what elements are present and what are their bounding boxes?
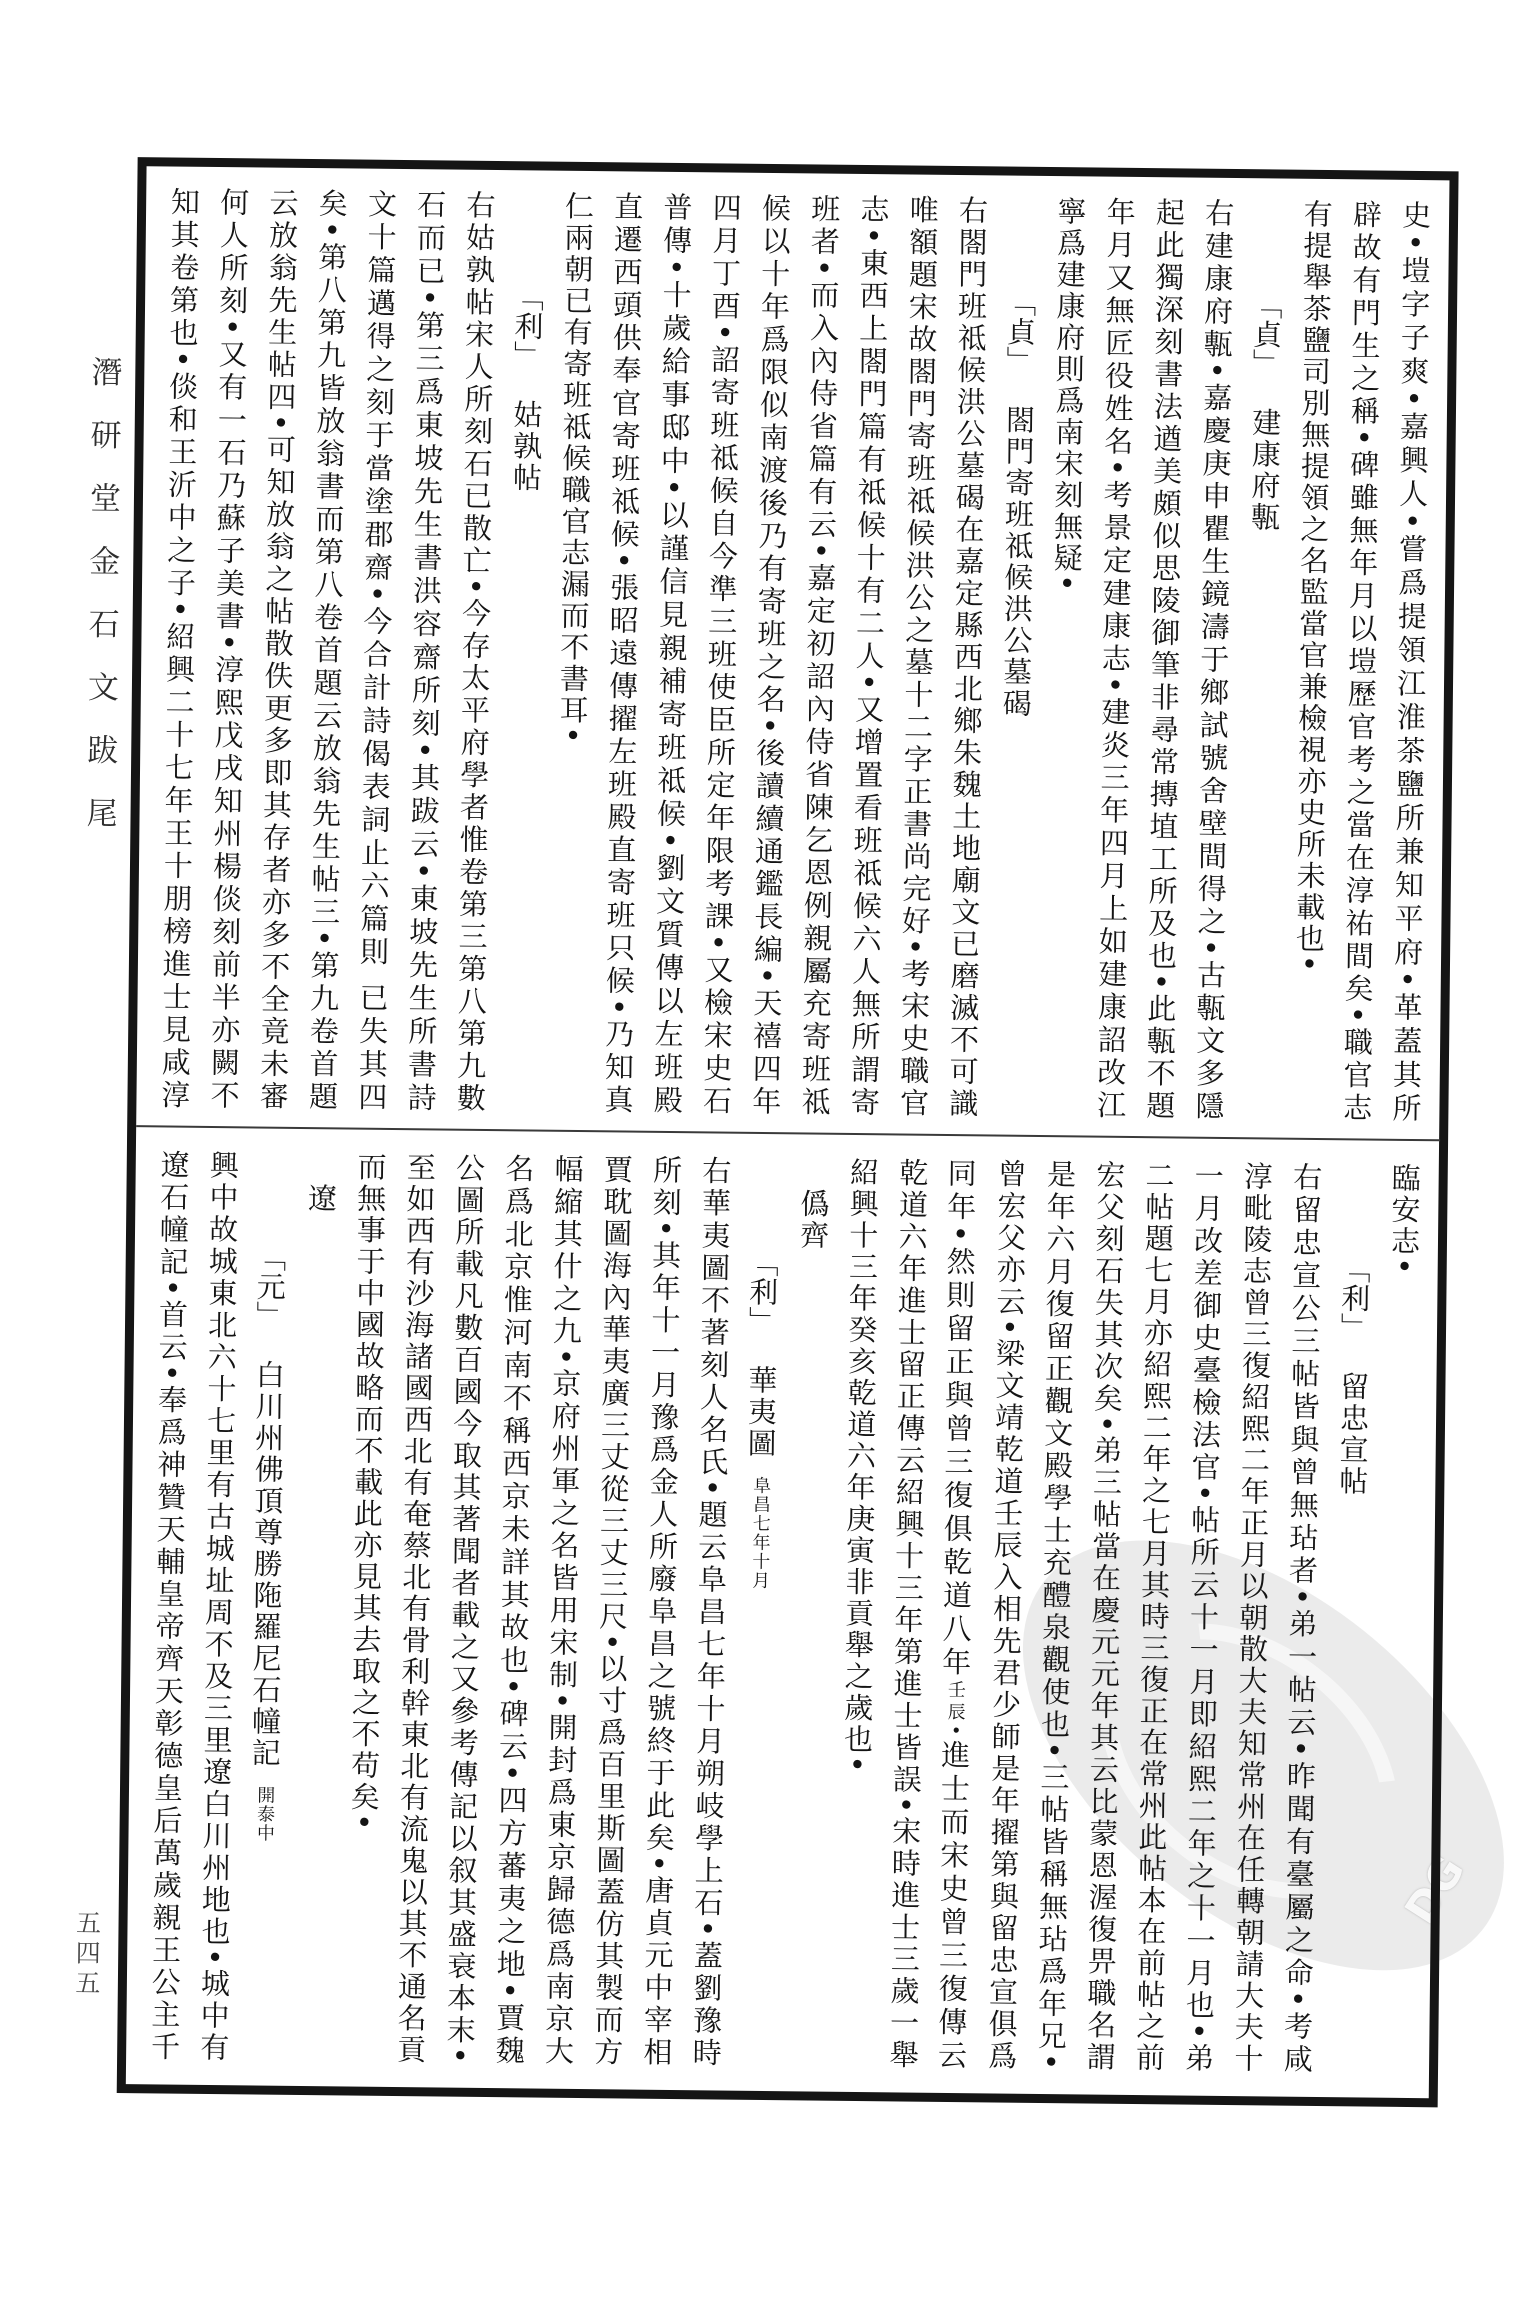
section-marker: 「元」 — [252, 1242, 288, 1330]
section-marker: 「利」 — [744, 1247, 780, 1336]
text-column: 至如西有沙海諸國西北有奄蔡北有骨利幹東北有流鬼以其不通名貢 — [393, 1152, 438, 2064]
text-column: 臨安志• — [1386, 1162, 1422, 1278]
text-column: 名爲北京惟河南不稱西京未詳其故也•碑云•四方蕃夷之地•賈魏 — [491, 1153, 536, 2065]
text-column: 志•東西上閤門篇有祗候十有二人•又增置看班祗候六人無所謂寄 — [846, 193, 891, 1117]
text-column: 宏父刻石失其次矣•弟三帖當在慶元元年其云比蒙恩渥復畀職名謂 — [1082, 1159, 1127, 2071]
text-column: 遼石幢記•首云•奉爲神贊天輔皇帝齊天彰德皇后萬歲親王公主千 — [146, 1149, 191, 2061]
entry-title: 閤門寄班祗候洪公墓碣 — [998, 404, 1037, 720]
section-marker: 「利」 — [509, 282, 545, 370]
text-column: 右姑孰帖宋人所刻石已散亡•今存太平府學者惟卷第三第八第九數 — [452, 189, 497, 1112]
text-column: 右留忠宣公三帖皆與曾無玷者•弟一帖云•昨聞有臺屬之命•考咸 — [1279, 1161, 1324, 2073]
text-column: 文十篇邁得之刻于當塗郡齋•今合計詩偈表詞止六篇則 已失其四 — [354, 188, 399, 1111]
entry-title: 華夷圖 — [743, 1364, 779, 1460]
entry-date-note: 阜昌七年十月 — [749, 1475, 772, 1590]
text-column: 寧爲建康府則爲南宋刻無疑• — [1049, 196, 1088, 595]
text-column: 公圖所載凡數百國今取其著聞者載之又參考傳記以叙其盛衰本末• — [442, 1152, 487, 2064]
entry-title: 建康府甎 — [1247, 407, 1283, 534]
section-marker: 「貞」 — [1002, 287, 1038, 375]
text-column: 二帖題七月亦紹熙二年之七月其時三復正在常州此帖本在前帖之前 — [1131, 1160, 1176, 2072]
text-column: 一月改差御史臺檢法官•帖所云十一月即紹熙二年之十一月也•弟 — [1181, 1160, 1225, 2072]
text-column: 右建康府甎•嘉慶庚申瞿生鏡濤于鄉試號舍壁間得之•古甎文多隱 — [1191, 197, 1236, 1120]
section-marker: 「利」 — [1336, 1254, 1372, 1342]
text-column: 幅縮其什之九•京府州軍之名皆用宋制•開封爲東京歸德爲南京大 — [540, 1153, 585, 2065]
text-column: 而無事于中國故略而不載此亦見其去取之不苟矣• — [346, 1151, 388, 1833]
text-column: 唯額題宋故閤門寄班祗候洪公之墓十二字正書尚完好•考宋史職官 — [895, 194, 940, 1117]
text-column: 曾宏父亦云•梁文靖乾道壬辰入相先君少師是年擢第與留忠宣俱爲 — [984, 1158, 1028, 2070]
text-column: 紹興十三年癸亥乾道六年庚寅非貢舉之歲也• — [839, 1156, 881, 1776]
text-column: 乾道六年進士留正傳云紹興十三年第進士皆誤•宋時進士三歲一舉 — [885, 1157, 930, 2069]
text-column: 辟故有門生之稱•碑雖無年月以塏歷官考之當在淳祐間矣•職官志 — [1339, 199, 1384, 1122]
entry-title: 白川州佛頂尊勝陁羅尼石幢記 — [247, 1359, 287, 1770]
text-column: 右華夷圖不著刻人名氏•題云阜昌七年十月朔岐學上石•蓋劉豫時 — [688, 1155, 733, 2067]
entry-date-note: 開泰中 — [253, 1785, 276, 1843]
section-marker: 「貞」 — [1248, 290, 1284, 378]
text-column: 何人所刻•又有一石乃蘇子美書•淳熙戊戌知州楊倓刻前半亦闕不 — [206, 186, 251, 1110]
entry-title: 留忠宣帖 — [1335, 1371, 1371, 1498]
text-column: 云放翁先生帖四•可知放翁之帖散佚更多即其存者亦多不全竟未審 — [255, 187, 300, 1110]
page-number: 五四五 — [71, 1909, 102, 2000]
text-column: 普傳•十歲給事邸中•以謹信見親補寄班祗候•劉文質傳以左班殿 — [649, 191, 694, 1115]
text-column: 四月丁酉•詔寄班祗候自今準三班使臣所定年限考課•又檢宋史石 — [698, 192, 743, 1115]
text-column: 知其卷第也•倓和王沂中之子•紹興二十七年王十朋榜進士見咸淳 — [157, 186, 202, 1109]
text-column: 仁兩朝已有寄班祗候職官志漏而不書耳• — [555, 190, 596, 747]
watermark-text: DG — [1395, 1847, 1474, 1933]
entry-title: 姑孰帖 — [508, 399, 544, 495]
text-column: 直遷西頭供奉官寄班祗候•張昭遠傳擢左班殿直寄班只候•乃知真 — [600, 191, 645, 1114]
dynasty-heading: 僞齊 — [795, 1188, 831, 1252]
text-column: 候以十年爲限似南渡後乃有寄班之名•後讀續通鑑長編•天禧四年 — [748, 192, 793, 1116]
text-column: 是年六月復留正觀文殿學士充醴泉觀使也•三帖皆稱無玷爲年兄• — [1033, 1158, 1078, 2071]
text-segment: 同年•然則留正與曾三復俱乾道八年 — [938, 1157, 978, 1681]
text-column: 年月又無匠役姓名•考景定建康志•建炎三年四月上如建康詔改江 — [1092, 196, 1137, 1119]
text-column: 右閤門班祗候洪公墓碣在嘉定縣西北鄉朱魏土地廟文已磨滅不可識 — [945, 194, 990, 1118]
interlinear-note: 壬辰• — [944, 1679, 967, 1736]
text-column: 起此獨深刻書法遒美頗似思陵御筆非尋常摶埴工所及也•此甎不題 — [1142, 197, 1187, 1120]
running-title: 潛研堂金石文跋尾 — [80, 355, 122, 860]
text-column: 矣•第八第九皆放翁書而第八卷首題云放翁先生帖三•第九卷首題 — [304, 188, 349, 1111]
text-column: 史•塏字子爽•嘉興人•嘗爲提領江淮茶鹽所兼知平府•革蓋其所 — [1388, 199, 1433, 1123]
text-column: 淳毗陵志曾三復紹熙二年正月以朝散大夫知常州在任轉朝請大夫十 — [1230, 1161, 1275, 2073]
text-column: 賈耽圖海內華夷廣三丈從三丈三尺•以寸爲百里斯圖蓋仿其製而方 — [590, 1154, 634, 2066]
text-segment: 進士而宋史曾三復傳云 — [933, 1735, 972, 2070]
dynasty-heading: 遼 — [303, 1182, 339, 1215]
text-column: 興中故城東北六十七里有古城址周不及三里遼白川州地也•城中有 — [196, 1149, 241, 2062]
text-column: 班者•而入內侍省篇有云•嘉定初詔內侍省陳乞恩例親屬充寄班祗 — [797, 193, 842, 1116]
text-column: 有提舉茶鹽司別無提領之名監當官兼檢視亦史所未載也• — [1291, 198, 1334, 975]
text-column: 所刻•其年十一月豫爲金人所廢阜昌之號終于此矣•唐貞元中宰相 — [639, 1154, 684, 2067]
text-column: 石而已•第三爲東坡先生書洪容齋所刻•其跋云•東坡先生所書詩 — [403, 189, 448, 1112]
